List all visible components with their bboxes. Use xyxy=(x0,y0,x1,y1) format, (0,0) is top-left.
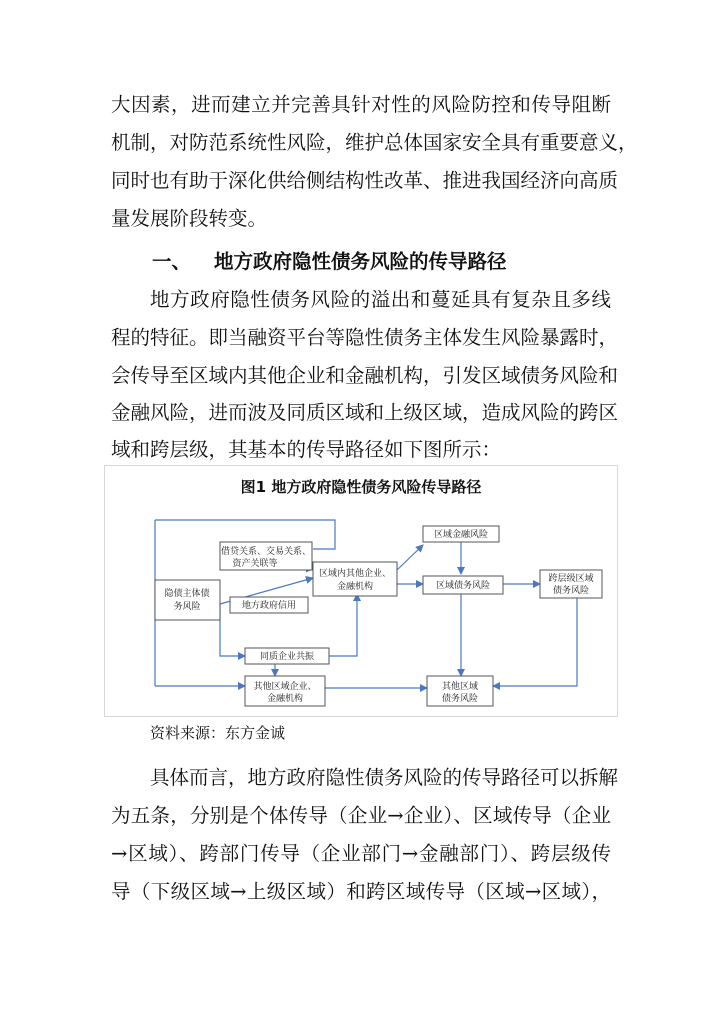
node-regional-debt-risk xyxy=(423,576,503,594)
diagram-canvas xyxy=(105,466,617,716)
svg-text:务风险: 务风险 xyxy=(173,602,201,612)
node-gov-credit xyxy=(230,597,308,613)
edge-enterprises-to-finance xyxy=(397,545,423,570)
svg-text:区域债务风险: 区域债务风险 xyxy=(435,581,491,591)
svg-text:借贷关系、交易关系、: 借贷关系、交易关系、 xyxy=(220,547,312,557)
svg-text:金融机构: 金融机构 xyxy=(266,694,304,704)
svg-text:其他区域企业、: 其他区域企业、 xyxy=(253,682,317,692)
intro-line-1: 大因素，进而建立并完善具针对性的风险防控和传导阻断 xyxy=(111,93,611,116)
intro-line-2: 机制，对防范系统性风险，维护总体国家安全具有重要意义， xyxy=(111,131,638,154)
figure-title: 图1 地方政府隐性债务风险传导路径 xyxy=(240,478,482,496)
body2-line-4: 导（下级区域→上级区域）和跨区域传导（区域→区域）， xyxy=(111,880,611,903)
svg-text:地方政府信用: 地方政府信用 xyxy=(241,601,297,611)
svg-text:区域内其他企业、: 区域内其他企业、 xyxy=(318,569,392,579)
node-other-enterprises xyxy=(245,676,325,706)
body1-line-2: 程的特征。即当融资平台等隐性债务主体发生风险暴露时， xyxy=(111,326,619,349)
body1-line-5: 域和跨层级，其基本的传导路径如下图所示： xyxy=(111,438,502,461)
edge-peer-to-enterprises xyxy=(329,594,357,656)
intro-line-4: 量发展阶段转变。 xyxy=(111,207,268,230)
body2-line-1: 具体而言，地方政府隐性债务风险的传导路径可以拆解 xyxy=(150,766,619,789)
svg-text:隐债主体债: 隐债主体债 xyxy=(164,589,210,599)
intro-line-3: 同时也有助于深化供给侧结构性改革、推进我国经济向高质 xyxy=(111,169,619,192)
svg-text:区域金融风险: 区域金融风险 xyxy=(433,530,489,540)
svg-text:金融机构: 金融机构 xyxy=(336,582,374,592)
svg-text:债务风险: 债务风险 xyxy=(441,694,479,704)
node-subject-risk xyxy=(155,580,220,620)
node-other-region-debt xyxy=(427,676,493,706)
body2-line-3: →区域）、跨部门传导（企业部门→金融部门）、跨层级传 xyxy=(111,842,611,865)
node-regional-enterprises xyxy=(313,562,397,596)
node-peer-contagion xyxy=(245,648,329,664)
body2-line-2: 为五条，分别是个体传导（企业→企业）、区域传导（企业 xyxy=(111,804,611,827)
figure-transmission-diagram xyxy=(104,465,618,717)
body1-line-3: 会传导至区域内其他企业和金融机构，引发区域债务风险和 xyxy=(111,364,619,387)
svg-text:同质企业共振: 同质企业共振 xyxy=(259,652,315,662)
figure-source: 资料来源：东方金诚 xyxy=(150,724,286,742)
section-title: 地方政府隐性债务风险的传导路径 xyxy=(214,250,507,273)
svg-text:债务风险: 债务风险 xyxy=(552,586,590,596)
body1-line-1: 地方政府隐性债务风险的溢出和蔓延具有复杂且多线 xyxy=(150,288,611,311)
edge-crosslevel-to-otherregion xyxy=(493,597,577,686)
node-cross-level-risk xyxy=(540,570,602,598)
node-regional-finance-risk xyxy=(423,526,499,542)
section-number: 一、 xyxy=(152,250,192,273)
svg-text:跨层级区域: 跨层级区域 xyxy=(548,574,594,584)
svg-text:其他区域: 其他区域 xyxy=(441,682,479,692)
node-credit-relations xyxy=(220,542,312,570)
body1-line-4: 金融风险，进而波及同质区域和上级区域，造成风险的跨区 xyxy=(111,401,619,424)
svg-text:资产关联等: 资产关联等 xyxy=(232,559,278,569)
